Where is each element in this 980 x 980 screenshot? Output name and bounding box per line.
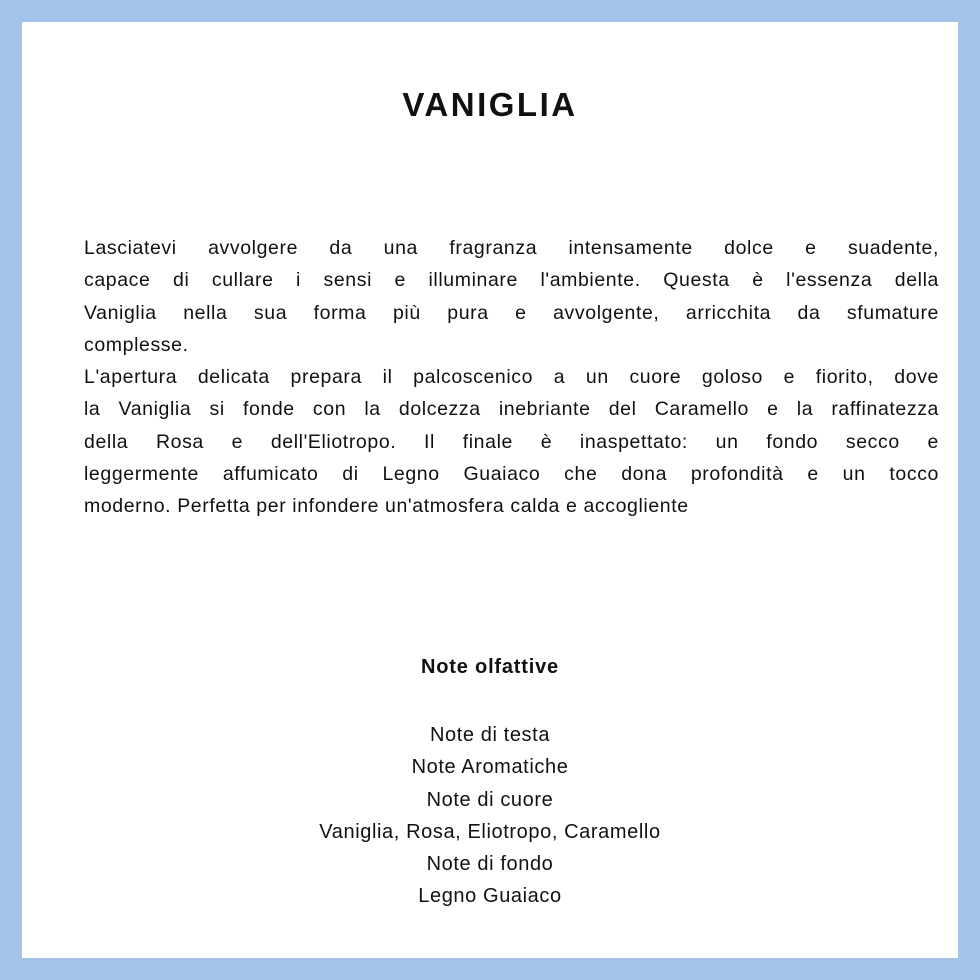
page-title: VANIGLIA bbox=[402, 86, 578, 123]
description-line: la Vaniglia si fonde con la dolcezza inebriante del Caramello e la raffinatezza bbox=[84, 398, 939, 421]
notes-item: Note di fondo bbox=[426, 853, 554, 876]
description-line: leggermente affumicato di Legno Guaiaco che dona profondità e un tocco bbox=[84, 463, 939, 486]
notes-heading: Note olfattive bbox=[421, 656, 559, 678]
description-line: Lasciatevi avvolgere da una fragranza intensamente dolce e suadente, bbox=[84, 237, 939, 259]
description-line: L'apertura delicata prepara il palcoscenico a un cuore goloso e fiorito, dove bbox=[84, 366, 939, 389]
description-line: della Rosa e dell'Eliotropo. Il finale è inaspettato: un fondo secco e bbox=[84, 430, 939, 453]
notes-list bbox=[22, 719, 958, 913]
description-line: Vaniglia nella sua forma più pura e avvolgente, arricchita da sfumature bbox=[84, 301, 939, 324]
description bbox=[84, 232, 939, 523]
notes-item: Legno Guaiaco bbox=[418, 885, 562, 908]
notes-item: Vaniglia, Rosa, Eliotropo, Caramello bbox=[319, 820, 661, 843]
description-line: moderno. Perfetta per infondere un'atmosfera calda e accogliente bbox=[84, 495, 689, 518]
content-card bbox=[22, 22, 958, 958]
description-line: capace di cullare i sensi e illuminare l'ambiente. Questa è l'essenza della bbox=[84, 269, 939, 292]
notes-item: Note di testa bbox=[429, 724, 551, 746]
notes-item: Note di cuore bbox=[426, 788, 554, 811]
notes-item: Note Aromatiche bbox=[411, 756, 569, 779]
description-line: complesse. bbox=[84, 333, 189, 356]
